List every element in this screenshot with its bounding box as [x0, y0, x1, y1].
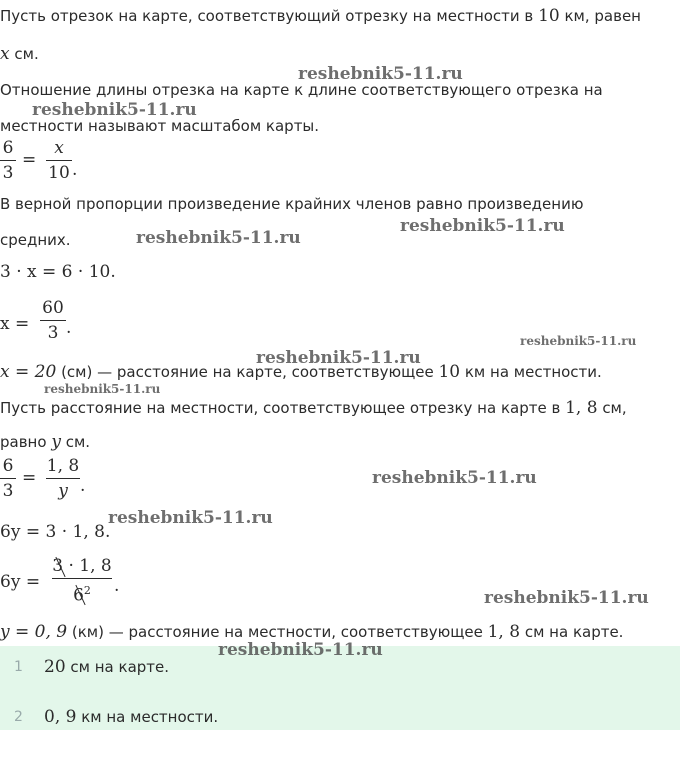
fraction — [0, 456, 16, 501]
fraction — [46, 456, 80, 501]
text-line — [0, 432, 90, 452]
answer-index: 2 — [14, 709, 23, 725]
fraction — [40, 298, 66, 343]
answer-text — [44, 648, 169, 686]
equals-sign: = — [22, 150, 37, 170]
period: . — [80, 476, 86, 496]
text: км, равен — [564, 7, 641, 25]
numerator: 3 · 1, 8 — [52, 556, 112, 576]
variable: y — [51, 432, 61, 452]
text: равно — [0, 433, 47, 451]
answer-value: 0, 9 — [44, 707, 77, 727]
number: 10 — [538, 6, 560, 26]
watermark: reshebnik5-11.ru — [256, 348, 421, 368]
watermark: reshebnik5-11.ru — [44, 382, 161, 396]
watermark: reshebnik5-11.ru — [520, 334, 637, 348]
text: (см) — расстояние на карте, соответствующее — [61, 363, 434, 381]
numerator: 60 — [42, 298, 64, 318]
watermark: reshebnik5-11.ru — [136, 228, 301, 248]
text-line: Отношение длины отрезка на карте к длине соответствующего отрезка на — [0, 81, 603, 99]
answer-value: 20 — [44, 657, 66, 677]
text: см на карте. — [524, 623, 624, 641]
numerator: 1, 8 — [46, 456, 80, 476]
text: см. — [65, 433, 91, 451]
watermark: reshebnik5-11.ru — [372, 468, 537, 488]
math: y = 0, 9 — [0, 622, 68, 642]
number: 10 — [438, 362, 461, 382]
math: x = 20 — [0, 362, 57, 382]
numerator: 6 — [2, 456, 14, 476]
text: см, — [602, 399, 627, 417]
text: Пусть расстояние на местности, соответствующее отрезку на карте в — [0, 399, 561, 417]
period: . — [66, 318, 72, 338]
denominator: 3 — [2, 481, 14, 501]
denominator — [52, 581, 112, 606]
period: . — [114, 576, 120, 596]
denominator: 10 — [48, 163, 70, 183]
text-line: местности называют масштабом карты. — [0, 117, 320, 135]
number: 1, 8 — [565, 398, 598, 418]
fraction — [46, 138, 72, 183]
math-lhs: x = — [0, 314, 30, 334]
watermark: reshebnik5-11.ru — [218, 640, 383, 660]
text-line: В верной пропорции произведение крайних членов равно произведению — [0, 195, 584, 213]
equals-sign: = — [22, 468, 37, 488]
answer-text — [44, 698, 218, 736]
watermark: reshebnik5-11.ru — [298, 64, 463, 84]
number: 1, 8 — [487, 622, 521, 642]
variable: x — [0, 44, 10, 64]
watermark: reshebnik5-11.ru — [400, 216, 565, 236]
text: Пусть отрезок на карте, соответствующий отрезку на местности в — [0, 7, 534, 25]
text: (км) — расстояние на местности, соответствующее — [71, 623, 483, 641]
text: км на местности. — [464, 363, 602, 381]
text-line — [0, 398, 627, 418]
denominator: 3 — [47, 323, 59, 343]
answer-label: см на карте. — [70, 658, 170, 676]
denominator: y — [58, 481, 68, 501]
cancelled-denominator: 6 — [73, 585, 84, 606]
answer-index: 1 — [14, 659, 23, 675]
text-line — [0, 44, 39, 64]
watermark: reshebnik5-11.ru — [32, 100, 197, 120]
watermark: reshebnik5-11.ru — [108, 508, 273, 528]
period: . — [72, 160, 78, 180]
text-line: средних. — [0, 231, 71, 249]
numerator: x — [54, 138, 64, 158]
text-line — [0, 6, 641, 26]
text-line — [0, 622, 623, 642]
fraction — [0, 138, 16, 183]
answer-label: км на местности. — [81, 708, 219, 726]
math-line: 3 · x = 6 · 10. — [0, 262, 116, 282]
watermark: reshebnik5-11.ru — [484, 588, 649, 608]
answer-item — [0, 698, 680, 736]
denominator: 3 — [2, 163, 14, 183]
text: см. — [14, 45, 39, 63]
math-line: 6y = 3 · 1, 8. — [0, 522, 111, 542]
reduced-value: 2 — [83, 584, 91, 597]
math-lhs: 6y = — [0, 572, 41, 592]
numerator: 6 — [2, 138, 14, 158]
